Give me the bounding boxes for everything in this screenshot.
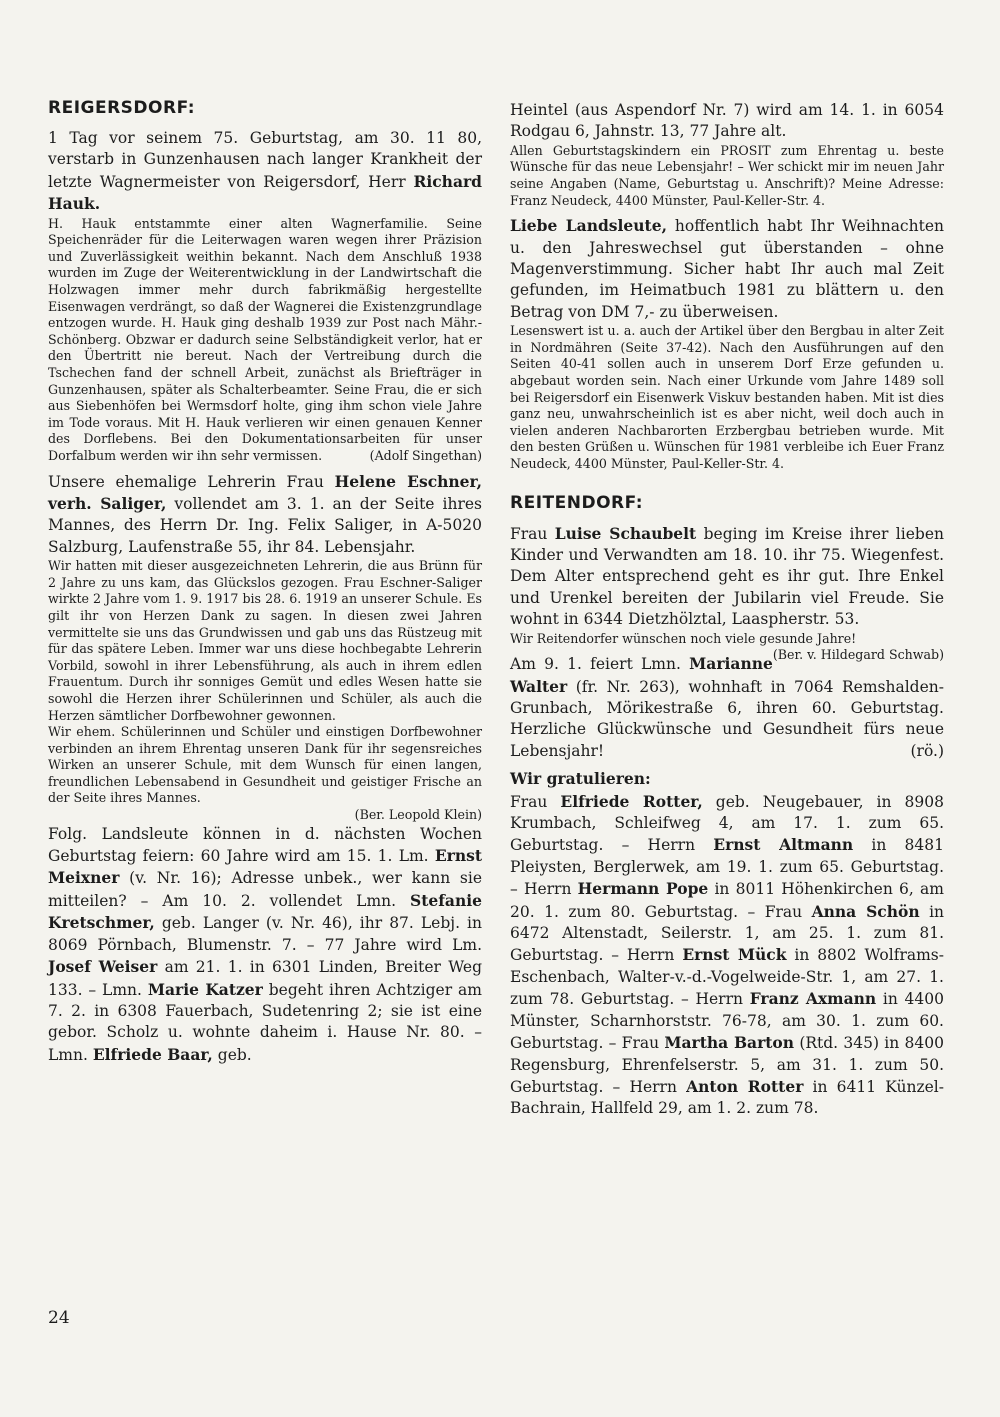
birthday-continued: Heintel (aus Aspendorf Nr. 7) wird am 14. 1. in 6054 Rodgau 6, Jahnstr. 13, 77 Jahre alt. — [510, 101, 944, 141]
teacher-tribute: Wir hatten mit dieser ausgezeichneten Lehrerin, die aus Brünn für 2 Jahre zu uns kam, das Glückslos gezogen. Frau Eschner-Saliger wirkte 2 Jahre vom 1. 9. 1917 bis 28. 6. 1919 an unserer Schule. Es gilt ihr von Herzen Dank zu sagen. In diesen zwei Jahren vermittelte sie uns das Grundwissen und gab uns das Rüstzeug mit für das spätere Leben. Immer war uns diese hochbegabte Lehrerin Vorbild, sowohl in ihrer Lebensführung, als auch in ihrem edlen Frauentum. Durch ihr sonniges Gemüt und edles Wesen hatte sie sowohl die Herzen ihrer Schülerinnen und Schüler, als auch die Herzen sämtlicher Dorfbewohner gewonnen. — [48, 558, 482, 723]
section-title-reigersdorf: REIGERSDORF: — [48, 98, 196, 118]
left-column — [48, 98, 482, 1066]
walter-birthday: Am 9. 1. feiert Lmn. Marianne Walter (fr. Nr. 263), wohnhaft in 7064 Remshalden-Grunbach, Mörikestraße 6, ihren 60. Geburtstag. Herzliche Glückwünsche und Gesundheit fürs neue Lebensjahr! (rö.) — [510, 653, 944, 762]
author-attribution: (Ber. v. Hildegard Schwab) — [772, 647, 944, 663]
page-number: 24 — [48, 1308, 70, 1328]
teacher-thanks: Wir ehem. Schülerinnen und Schüler und einstigen Dorfbewohner verbinden an ihrem Ehrentag unseren Dank für ihr segensreiches Wirken an unserer Schule, mit dem Wunsch für einen langen, freundlichen Lebensabend in Gesundheit und geistiger Frische an der Seite ihres Mannes. — [48, 724, 482, 806]
congratulations-heading: Wir gratulieren: — [510, 769, 651, 789]
greetings-note: Allen Geburtstagskindern ein PROSIT zum Ehrentag u. beste Wünsche für das neue Lebensjahr! – Wer schickt mir im neuen Jahr seine Angaben (Name, Geburtstag u. Anschrift)? Meine Adresse: Franz Neudeck, 4400 Münster, Paul-Keller-Str. 4. — [510, 142, 944, 208]
dear-countrymen: Liebe Landsleute, hoffentlich habt Ihr Weihnachten u. den Jahreswechsel gut überstanden – ohne Magenverstimmung. Sicher habt Ihr auch mal Zeit gefunden, im Heimatbuch 1981 zu blättern u. den Betrag von DM 7,- zu überweisen. — [510, 216, 944, 321]
obituary-intro: 1 Tag vor seinem 75. Geburtstag, am 30. 11 80, verstarb in Gunzenhausen nach langer Krankheit der letzte Wagnermeister von Reigersdorf, Herr Richard Hauk. — [48, 129, 482, 214]
birthday-list: Folg. Landsleute können in d. nächsten Wochen Geburtstag feiern: 60 Jahre wird am 15. 1. Lm. Ernst Meixner (v. Nr. 16); Adresse unbek., wer kann sie mitteilen? – Am 10. 2. vollendet Lmn. Stefanie Kretschmer, geb. Langer (v. Nr. 46), ihr 87. Lebj. in 8069 Pörnbach, Blumenstr. 7. – 77 Jahre wird Lm. Josef Weiser am 21. 1. in 6301 Linden, Breiter Weg 133. – Lmn. Marie Katzer begeht ihren Achtziger am 7. 2. in 6308 Fauerbach, Sudetenring 2; sie ist eine gebor. Scholz u. wohnte daheim i. Hause Nr. 80. – Lmn. Elfriede Baar, geb. — [48, 824, 482, 1064]
author-attribution: (Ber. Leopold Klein) — [354, 807, 482, 823]
obituary-body: H. Hauk entstammte einer alten Wagnerfamilie. Seine Speichenräder für die Leiterwagen waren wegen ihrer Präzision und Zuverlässigkeit weithin bekannt. Nach dem Anschluß 1938 wurden im Zuge der Weiterentwicklung in der Landwirtschaft die Holzwagen immer mehr durch fabrikmäßig hergestellte Eisenwagen verdrängt, so daß der Wagnerei die Existenzgrundlage entzogen wurde. H. Hauk ging deshalb 1939 zur Post nach Mähr.-Schönberg. Obzwar er dadurch seine Selbständigkeit verlor, hat er den Übertritt nie bereut. Nach der Vertreibung durch die Tschechen fand der schnell Arbeit, zunächst als Briefträger in Gunzenhausen, später als Schalterbeamter. Seine Frau, die er sich aus Siebenhöfen bei Wermsdorf holte, ging ihm schon viele Jahre im Tode voraus. Mit H. Hauk verlieren wir einen genauen Kenner des Dorflebens. Bei den Dokumentationsarbeiten für unser Dorfalbum werden wir ihn sehr vermissen. (Adolf Singethan) — [48, 215, 482, 463]
author-attribution: (rö.) — [910, 741, 944, 760]
mining-article-note: Lesenswert ist u. a. auch der Artikel über den Bergbau in alter Zeit in Nordmähren (Seite 37-42). Nach den Ausführungen auf den Seiten 40-41 sollen auch in unserem Dorf Erze gefunden u. abgebaut worden sein. Nach einer Urkunde vom Jahre 1489 soll bei Reigersdorf ein Eisenwerk Viskuv bestanden haben. Mit ist dies ganz neu, unwahrscheinlich ist es aber nicht, weil doch auch in vielen anderen Nachbarorten Erzbergbau betrieben wurde. Mit den besten Grüßen u. Wünschen für 1981 verbleibe ich Euer Franz Neudeck, 4400 Münster, Paul-Keller-Str. 4. — [510, 323, 944, 471]
schaubelt-birthday: Frau Luise Schaubelt beging im Kreise ihrer lieben Kinder und Verwandten am 18. 10. ihr 75. Wiegenfest. Dem Alter entsprechend geht es ihr gut. Ihre Enkel und Urenkel bereiten der Jubilarin viel Freude. Sie wohnt in 6344 Dietzhölztal, Laaspherstr. 53. — [510, 523, 944, 629]
section-title-reitendorf: REITENDORF: — [510, 492, 644, 513]
right-column — [510, 100, 944, 1120]
teacher-birthday-intro: Unsere ehemalige Lehrerin Frau Helene Eschner, verh. Saliger, vollendet am 3. 1. an der Seite ihres Mannes, des Herrn Dr. Ing. Felix Saliger, in A-5020 Salzburg, Laufenstraße 55, ihr 84. Lebensjahr. — [48, 471, 482, 556]
reitendorf-wishes: Wir Reitendorfer wünschen noch viele gesunde Jahre! (Ber. v. Hildegard Schwab) — [510, 630, 944, 663]
congratulations-list: Frau Elfriede Rotter, geb. Neugebauer, in 8908 Krumbach, Schleifweg 4, am 17. 1. zum 65. Geburtstag. – Herrn Ernst Altmann in 8481 Pleiysten, Berglerwek, am 19. 1. zum 65. Geburtstag. – Herrn Hermann Pope in 8011 Höhenkirchen 6, am 20. 1. zum 80. Geburtstag. – Frau Anna Schön in 6472 Altenstadt, Seilerstr. 1, am 25. 1. zum 81. Geburtstag. – Herrn Ernst Mück in 8802 Wolframs-Eschenbach, Walter-v.-d.-Vogelweide-Str. 1, am 27. 1. zum 78. Geburtstag. – Herrn Franz Axmann in 4400 Münster, Scharnhorststr. 76-78, am 30. 1. zum 60. Geburtstag. – Frau Martha Barton (Rtd. 345) in 8400 Regensburg, Ehrenfelserstr. 5, am 31. 1. zum 50. Geburtstag. – Herrn Anton Rotter in 6411 Künzel-Bachrain, Hallfeld 29, am 1. 2. zum 78. — [510, 791, 945, 1118]
author-attribution: (Adolf Singethan) — [369, 447, 482, 463]
